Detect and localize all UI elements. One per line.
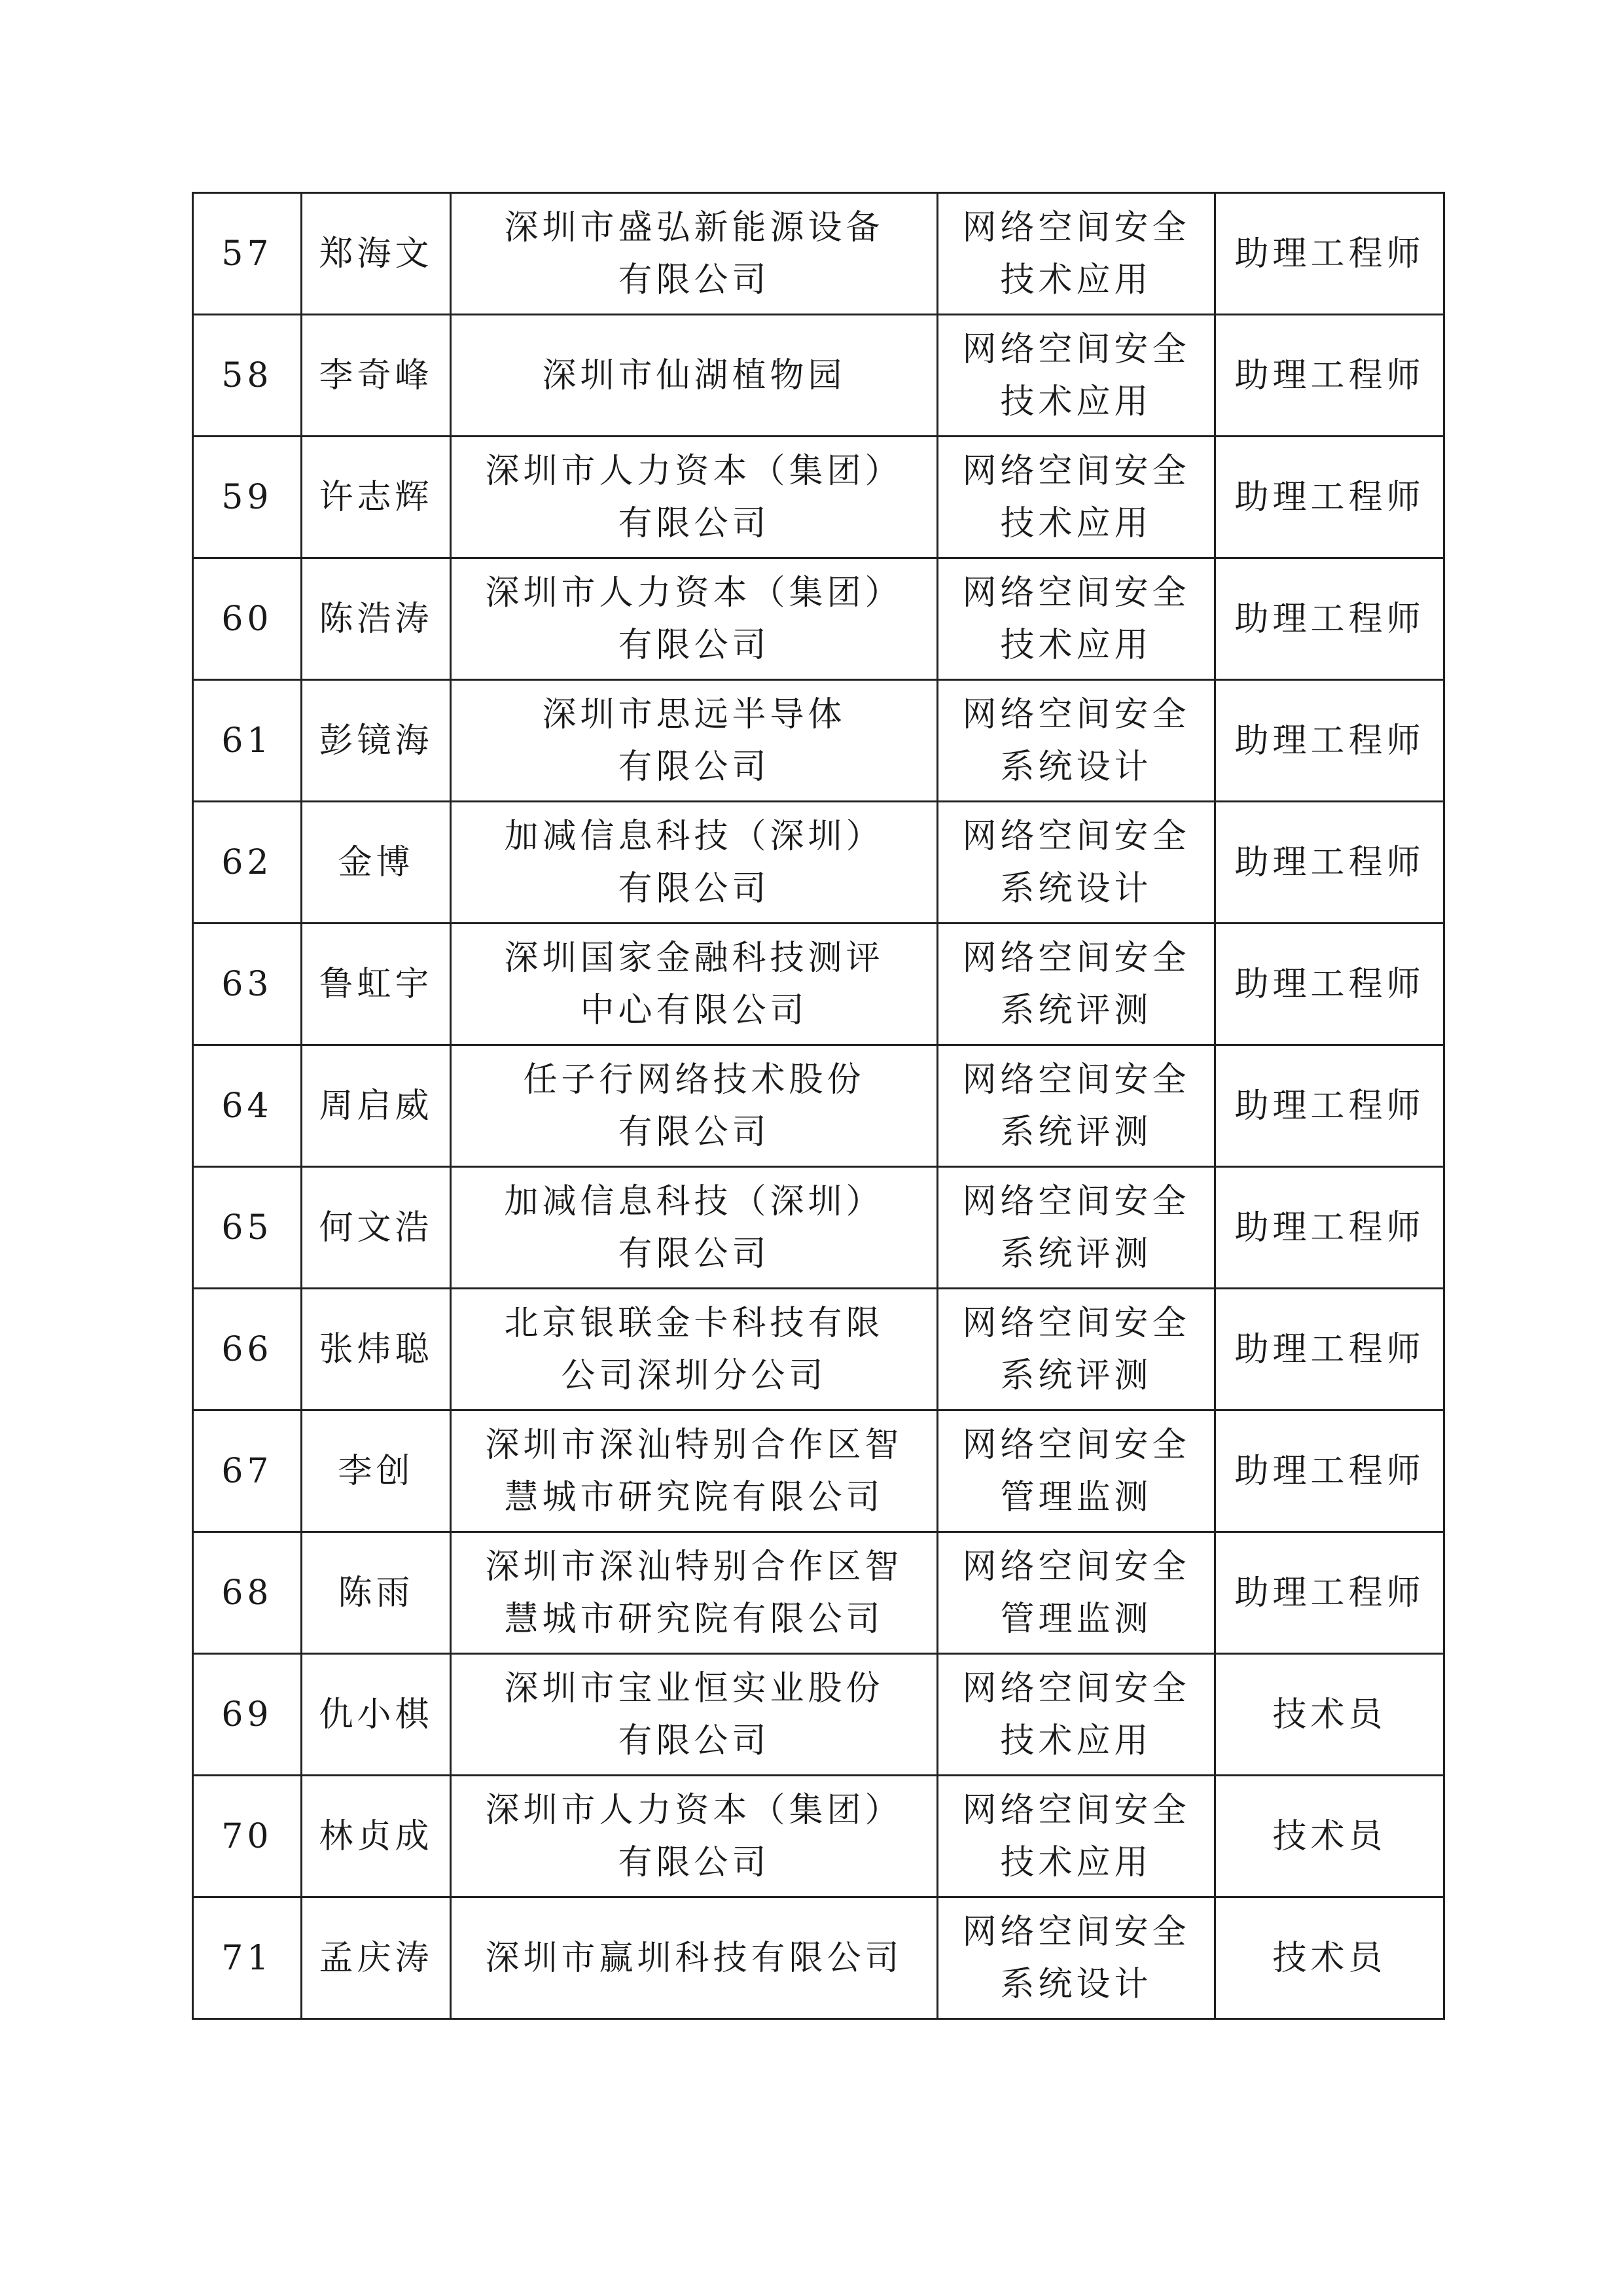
organization-line: 任子行网络技术股份 xyxy=(523,1060,865,1100)
organization-line: 有限公司 xyxy=(618,747,770,787)
major xyxy=(938,1897,1215,2019)
major xyxy=(938,315,1215,437)
organization xyxy=(451,1410,938,1532)
organization xyxy=(451,437,938,558)
major-line: 系统评测 xyxy=(1000,990,1152,1030)
person-name: 林贞成 xyxy=(302,1776,451,1897)
qualification-level: 助理工程师 xyxy=(1215,1532,1444,1654)
major-line: 网络空间安全 xyxy=(962,451,1190,491)
major xyxy=(938,1045,1215,1167)
major-line: 网络空间安全 xyxy=(962,207,1190,247)
organization xyxy=(451,1776,938,1897)
organization-line: 有限公司 xyxy=(618,260,770,300)
table-row xyxy=(193,680,1444,802)
major-line: 系统设计 xyxy=(1000,747,1152,787)
row-number: 63 xyxy=(193,924,302,1045)
person-name: 仇小棋 xyxy=(302,1654,451,1776)
person-name: 孟庆涛 xyxy=(302,1897,451,2019)
major-line: 系统评测 xyxy=(1000,1112,1152,1152)
major-line: 网络空间安全 xyxy=(962,1912,1190,1952)
table-row xyxy=(193,1410,1444,1532)
major-line: 网络空间安全 xyxy=(962,329,1190,369)
row-number: 69 xyxy=(193,1654,302,1776)
table-row xyxy=(193,558,1444,680)
organization-line: 深圳国家金融科技测评 xyxy=(504,938,884,978)
table-row xyxy=(193,1167,1444,1289)
table-row xyxy=(193,437,1444,558)
major-line: 网络空间安全 xyxy=(962,694,1190,734)
person-name: 李奇峰 xyxy=(302,315,451,437)
qualification-level: 技术员 xyxy=(1215,1654,1444,1776)
organization-line: 慧城市研究院有限公司 xyxy=(504,1477,884,1517)
organization xyxy=(451,1897,938,2019)
organization-line: 中心有限公司 xyxy=(580,990,808,1030)
major-line: 系统评测 xyxy=(1000,1355,1152,1395)
organization xyxy=(451,193,938,315)
person-name: 彭镜海 xyxy=(302,680,451,802)
organization-line: 有限公司 xyxy=(618,625,770,665)
qualification-level: 助理工程师 xyxy=(1215,437,1444,558)
organization-line: 公司深圳分公司 xyxy=(561,1355,827,1395)
major xyxy=(938,193,1215,315)
table-row xyxy=(193,1045,1444,1167)
qualification-level: 技术员 xyxy=(1215,1897,1444,2019)
major xyxy=(938,680,1215,802)
organization-line: 慧城市研究院有限公司 xyxy=(504,1599,884,1639)
qualification-level: 助理工程师 xyxy=(1215,802,1444,924)
roster-table-body xyxy=(193,193,1444,2019)
person-name: 李创 xyxy=(302,1410,451,1532)
row-number: 68 xyxy=(193,1532,302,1654)
major-line: 网络空间安全 xyxy=(962,1790,1190,1830)
person-name: 周启威 xyxy=(302,1045,451,1167)
organization-line: 有限公司 xyxy=(618,503,770,543)
major-line: 网络空间安全 xyxy=(962,1303,1190,1343)
major-line: 管理监测 xyxy=(1000,1477,1152,1517)
major-line: 网络空间安全 xyxy=(962,938,1190,978)
person-name: 陈雨 xyxy=(302,1532,451,1654)
row-number: 58 xyxy=(193,315,302,437)
major-line: 系统评测 xyxy=(1000,1234,1152,1274)
major-line: 网络空间安全 xyxy=(962,1668,1190,1708)
row-number: 60 xyxy=(193,558,302,680)
organization xyxy=(451,680,938,802)
major-line: 网络空间安全 xyxy=(962,1181,1190,1221)
major xyxy=(938,1289,1215,1410)
organization-line: 深圳市盛弘新能源设备 xyxy=(504,207,884,247)
row-number: 67 xyxy=(193,1410,302,1532)
qualification-level: 助理工程师 xyxy=(1215,1289,1444,1410)
person-name: 郑海文 xyxy=(302,193,451,315)
table-row xyxy=(193,1289,1444,1410)
organization xyxy=(451,802,938,924)
major-line: 网络空间安全 xyxy=(962,1547,1190,1587)
major xyxy=(938,1410,1215,1532)
major xyxy=(938,1776,1215,1897)
row-number: 70 xyxy=(193,1776,302,1897)
major-line: 管理监测 xyxy=(1000,1599,1152,1639)
row-number: 71 xyxy=(193,1897,302,2019)
organization xyxy=(451,924,938,1045)
table-row xyxy=(193,1776,1444,1897)
row-number: 59 xyxy=(193,437,302,558)
major-line: 技术应用 xyxy=(1000,382,1152,422)
organization-line: 深圳市思远半导体 xyxy=(542,694,846,734)
major xyxy=(938,1532,1215,1654)
organization xyxy=(451,315,938,437)
organization-line: 有限公司 xyxy=(618,1112,770,1152)
person-name: 何文浩 xyxy=(302,1167,451,1289)
table-row xyxy=(193,193,1444,315)
organization-line: 深圳市深汕特别合作区智 xyxy=(485,1547,903,1587)
qualification-level: 助理工程师 xyxy=(1215,193,1444,315)
organization-line: 有限公司 xyxy=(618,1234,770,1274)
major-line: 网络空间安全 xyxy=(962,1425,1190,1465)
table-row xyxy=(193,1897,1444,2019)
row-number: 57 xyxy=(193,193,302,315)
person-name: 鲁虹宇 xyxy=(302,924,451,1045)
person-name: 许志辉 xyxy=(302,437,451,558)
row-number: 64 xyxy=(193,1045,302,1167)
table-row xyxy=(193,1532,1444,1654)
table-row xyxy=(193,924,1444,1045)
major-line: 技术应用 xyxy=(1000,503,1152,543)
major-line: 网络空间安全 xyxy=(962,573,1190,613)
organization-line: 加减信息科技（深圳） xyxy=(504,1181,884,1221)
qualification-level: 助理工程师 xyxy=(1215,315,1444,437)
qualification-level: 助理工程师 xyxy=(1215,1410,1444,1532)
qualification-level: 助理工程师 xyxy=(1215,1045,1444,1167)
person-name: 金博 xyxy=(302,802,451,924)
row-number: 61 xyxy=(193,680,302,802)
organization-line: 深圳市仙湖植物园 xyxy=(542,355,846,395)
major-line: 网络空间安全 xyxy=(962,1060,1190,1100)
person-name: 陈浩涛 xyxy=(302,558,451,680)
qualification-level: 技术员 xyxy=(1215,1776,1444,1897)
major-line: 技术应用 xyxy=(1000,1842,1152,1882)
major-line: 技术应用 xyxy=(1000,625,1152,665)
organization-line: 有限公司 xyxy=(618,869,770,908)
organization-line: 有限公司 xyxy=(618,1721,770,1761)
row-number: 62 xyxy=(193,802,302,924)
person-name: 张炜聪 xyxy=(302,1289,451,1410)
major xyxy=(938,1167,1215,1289)
organization xyxy=(451,1167,938,1289)
organization xyxy=(451,1289,938,1410)
table-row xyxy=(193,315,1444,437)
major xyxy=(938,924,1215,1045)
row-number: 66 xyxy=(193,1289,302,1410)
organization-line: 加减信息科技（深圳） xyxy=(504,816,884,856)
major-line: 网络空间安全 xyxy=(962,816,1190,856)
table-row xyxy=(193,802,1444,924)
row-number: 65 xyxy=(193,1167,302,1289)
major-line: 系统设计 xyxy=(1000,869,1152,908)
major xyxy=(938,802,1215,924)
qualification-level: 助理工程师 xyxy=(1215,924,1444,1045)
major xyxy=(938,437,1215,558)
major-line: 技术应用 xyxy=(1000,1721,1152,1761)
organization-line: 深圳市宝业恒实业股份 xyxy=(504,1668,884,1708)
table-row xyxy=(193,1654,1444,1776)
roster-table xyxy=(192,192,1445,2020)
organization xyxy=(451,1654,938,1776)
qualification-level: 助理工程师 xyxy=(1215,1167,1444,1289)
qualification-level: 助理工程师 xyxy=(1215,558,1444,680)
organization xyxy=(451,558,938,680)
organization-line: 深圳市赢圳科技有限公司 xyxy=(485,1938,903,1978)
organization-line: 深圳市深汕特别合作区智 xyxy=(485,1425,903,1465)
organization-line: 深圳市人力资本（集团） xyxy=(485,573,903,613)
major xyxy=(938,1654,1215,1776)
major-line: 技术应用 xyxy=(1000,260,1152,300)
organization xyxy=(451,1045,938,1167)
organization-line: 有限公司 xyxy=(618,1842,770,1882)
organization-line: 北京银联金卡科技有限 xyxy=(504,1303,884,1343)
organization-line: 深圳市人力资本（集团） xyxy=(485,451,903,491)
organization-line: 深圳市人力资本（集团） xyxy=(485,1790,903,1830)
qualification-level: 助理工程师 xyxy=(1215,680,1444,802)
organization xyxy=(451,1532,938,1654)
major-line: 系统设计 xyxy=(1000,1964,1152,2004)
major xyxy=(938,558,1215,680)
